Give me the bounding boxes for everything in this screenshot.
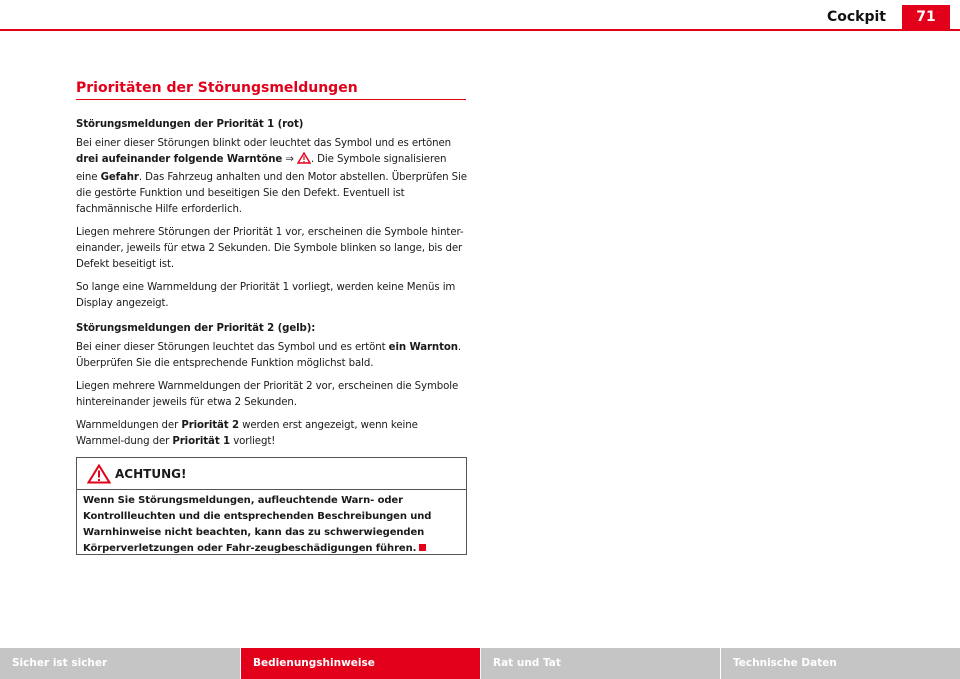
- bold-text: ein Warnton: [388, 342, 458, 353]
- priority2-heading: Störungsmeldungen der Priorität 2 (gelb):: [76, 323, 316, 334]
- footer-tab-bedienungshinweise[interactable]: Bedienungshinweise: [240, 648, 480, 679]
- priority1-heading: Störungsmeldungen der Priorität 1 (rot): [76, 119, 304, 130]
- main-content: [76, 117, 468, 457]
- priority2-paragraph-3: [76, 418, 468, 450]
- bold-text: drei aufeinander folgende Warntöne: [76, 154, 283, 165]
- warning-triangle-icon: [297, 152, 311, 170]
- callout-text: Wenn Sie Störungsmeldungen, aufleuchtende Warn- oder Kontrollleuchten und die entsprechenden Beschreibungen und Warnhinweise nicht beachten, kann das zu schwerwiegenden Körperverletzungen oder Fahr-zeugbeschädigungen führen.: [83, 495, 432, 554]
- bold-text: Priorität 1: [172, 436, 231, 447]
- footer-tab-rat-und-tat[interactable]: Rat und Tat: [480, 648, 720, 679]
- end-of-section-icon: [419, 544, 426, 551]
- priority1-paragraph-3: So lange eine Warnmeldung der Priorität 1 vorliegt, werden keine Menüs im Display angezeigt.: [76, 282, 456, 309]
- callout-label: ACHTUNG!: [115, 467, 187, 481]
- text: . Das Fahrzeug anhalten und den Motor abstellen. Überprüfen Sie die gestörte Funktion und beseitigen Sie den Defekt. Eventuell ist fachmännische Hilfe erforderlich.: [76, 172, 467, 215]
- priority1-paragraph-2: Liegen mehrere Störungen der Priorität 1 vor, erscheinen die Symbole hinter-einander, jeweils für etwa 2 Sekunden. Die Symbole blinken so lange, bis der Defekt beseitigt ist.: [76, 227, 464, 270]
- page-header-title: Cockpit: [826, 9, 886, 25]
- warning-triangle-icon: [87, 464, 111, 488]
- header-rule: [0, 29, 960, 31]
- bold-text: Gefahr: [100, 172, 139, 183]
- bold-text: Priorität 2: [181, 420, 239, 431]
- text: werden erst angezeigt, wenn keine Warnmel-dung der: [76, 420, 418, 447]
- text: Bei einer dieser Störungen blinkt oder leuchtet das Symbol und es ertönen: [76, 138, 452, 149]
- text: . Überprüfen Sie die entsprechende Funktion möglichst bald.: [76, 342, 462, 369]
- footer-nav: [0, 648, 960, 679]
- section-title: Prioritäten der Störungsmeldungen: [76, 80, 466, 100]
- text: Warnmeldungen der: [76, 420, 179, 431]
- footer-tab-sicher-ist-sicher[interactable]: Sicher ist sicher: [0, 648, 240, 679]
- warning-callout: [76, 457, 467, 555]
- text: Bei einer dieser Störungen leuchtet das Symbol und es ertönt: [76, 342, 386, 353]
- priority2-paragraph: [76, 340, 468, 372]
- priority2-paragraph-2: Liegen mehrere Warnmeldungen der Priorität 2 vor, erscheinen die Symbole hintereinander jeweils für etwa 2 Sekunden.: [76, 381, 459, 408]
- page-number: 71: [902, 5, 950, 29]
- callout-body: [83, 493, 463, 557]
- text: vorliegt!: [233, 436, 276, 447]
- footer-tab-technische-daten[interactable]: Technische Daten: [720, 648, 960, 679]
- priority1-paragraph: [76, 136, 468, 218]
- reference-arrow: ⇒: [285, 154, 294, 165]
- callout-header: [77, 458, 466, 490]
- text: . Die Symbole signalisieren eine: [76, 154, 447, 183]
